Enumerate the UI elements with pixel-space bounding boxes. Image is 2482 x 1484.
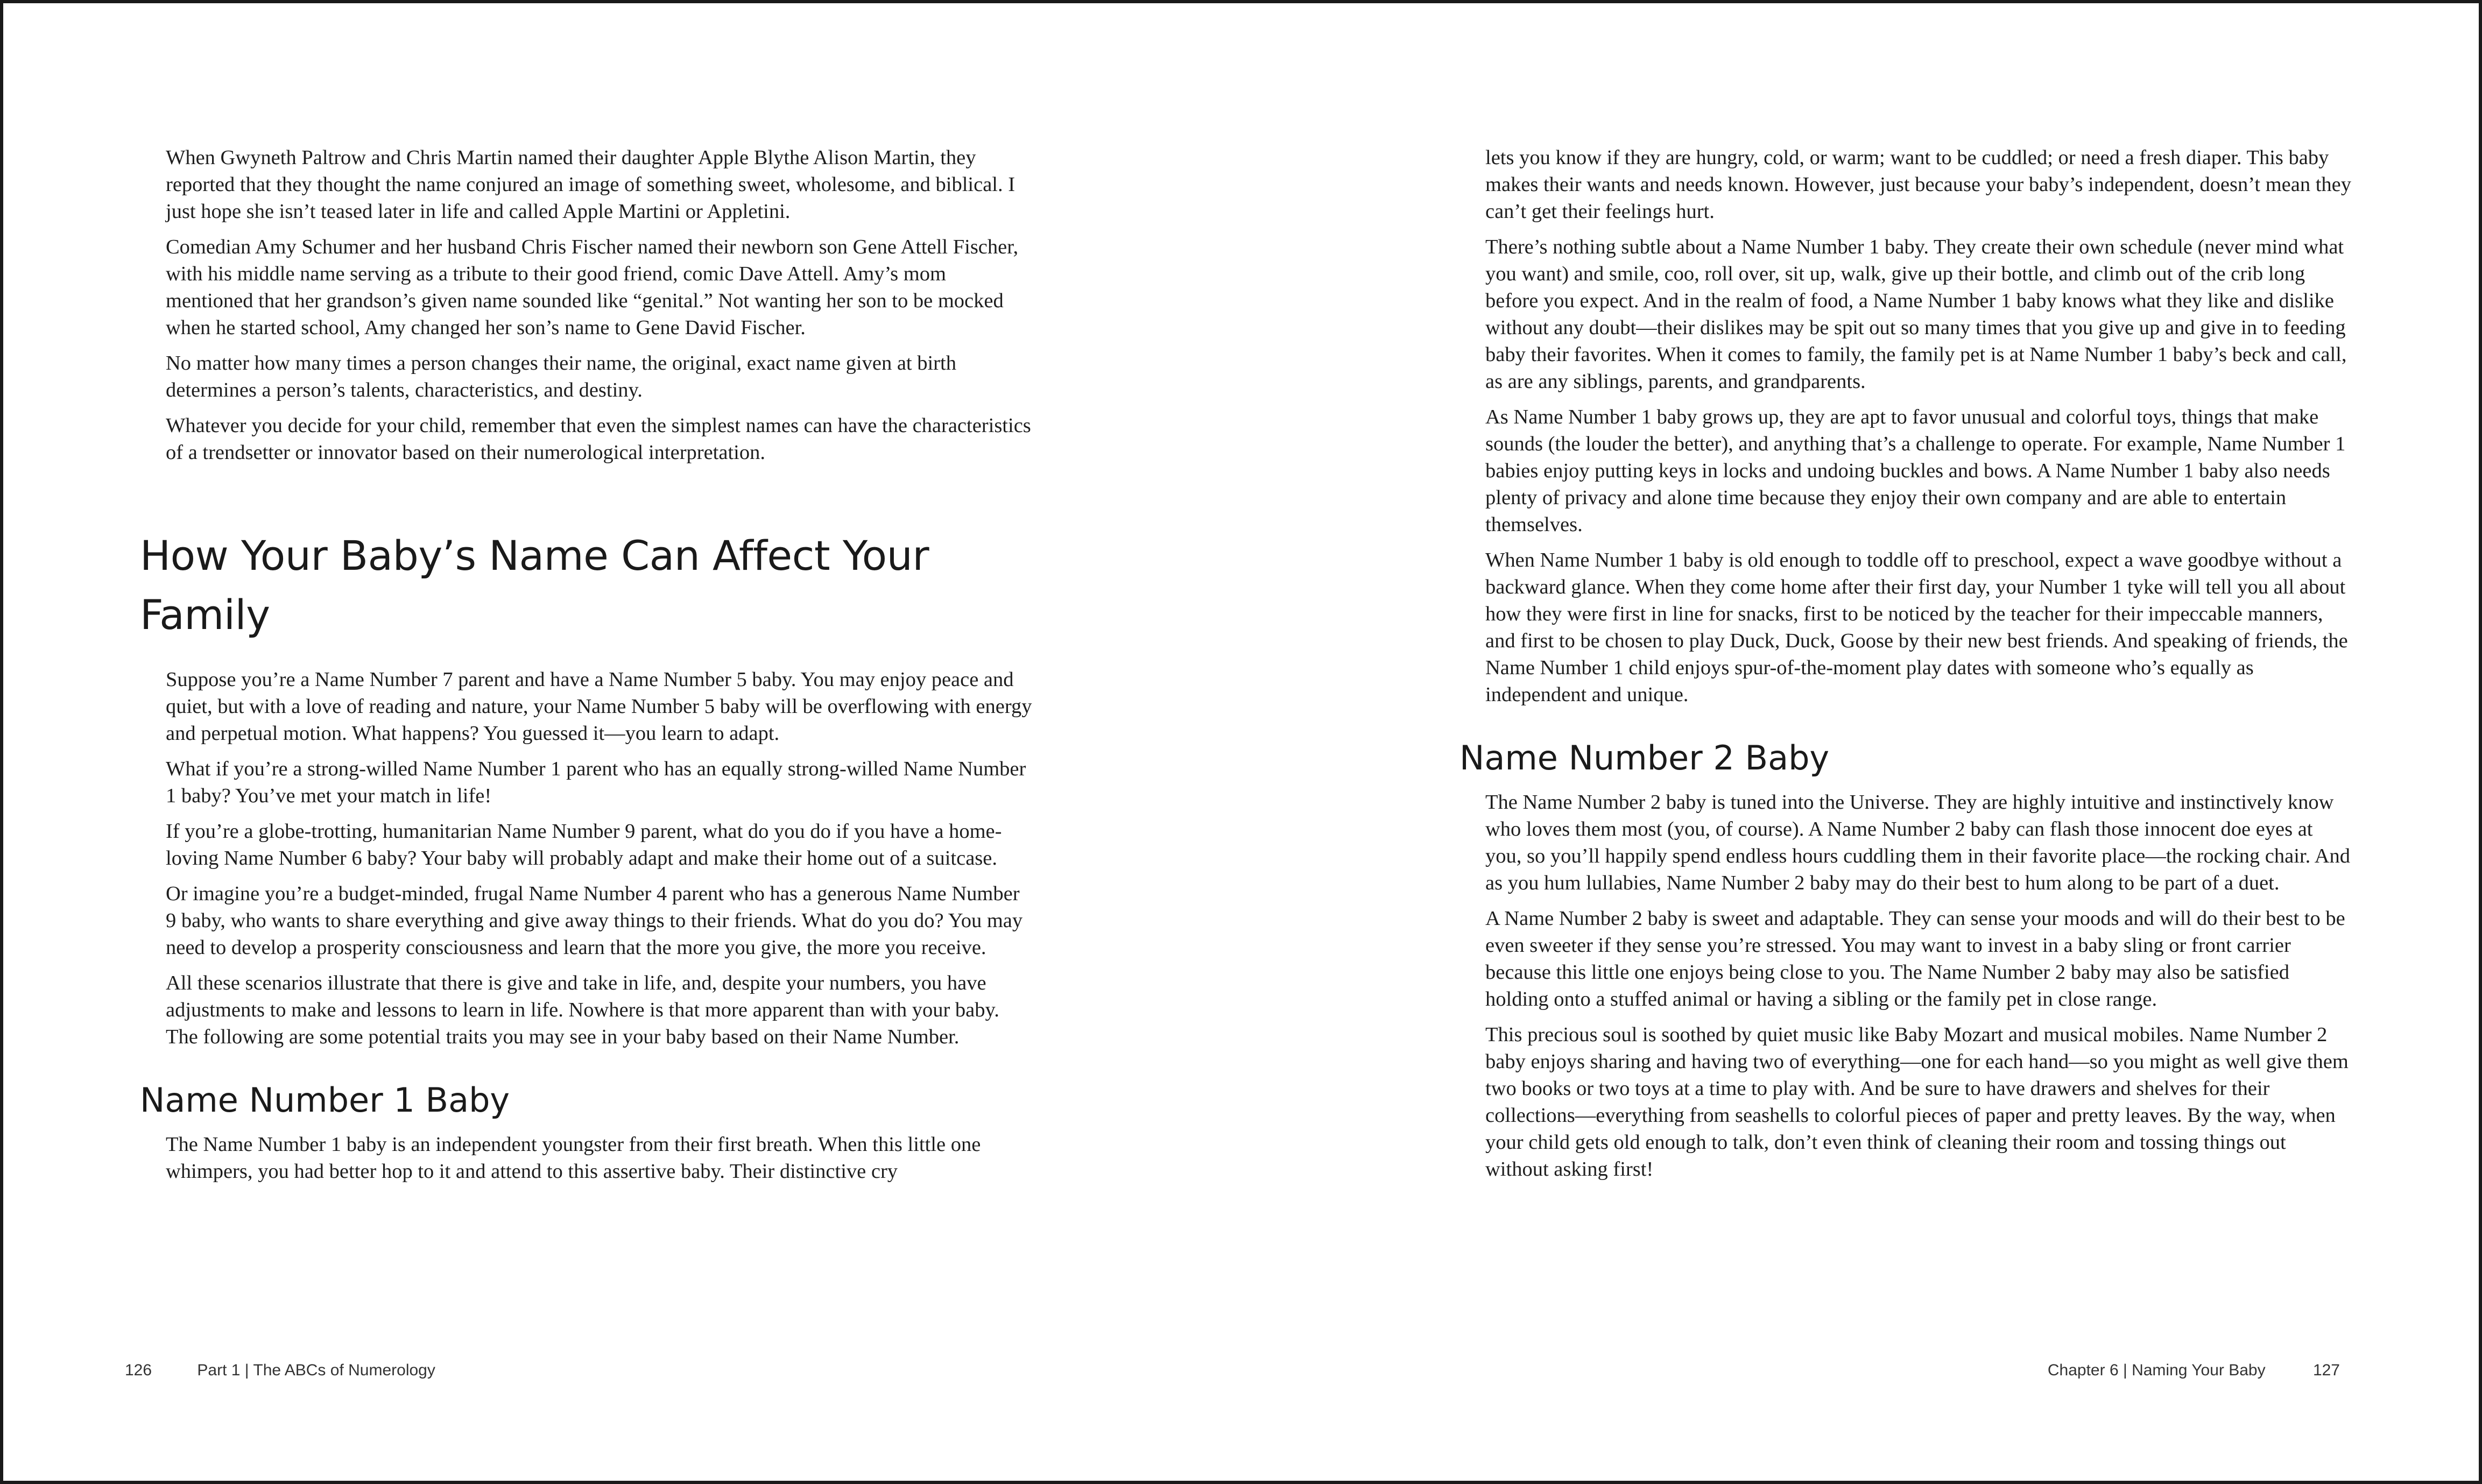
paragraph: A Name Number 2 baby is sweet and adaptable. They can sense your moods and will do their best to be even sweeter if they sense you’re stressed. You may want to invest in a baby sling or front carrier because this little one enjoys being close to you. The Name Number 2 baby may also be satisfied holding onto a stuffed animal or having a sibling or the family pet in close range. xyxy=(1485,907,2345,1010)
paragraph: Comedian Amy Schumer and her husband Chris Fischer named their newborn son Gene Attell Fischer, with his middle name serving as a tribute to their good friend, comic Dave Attell. Amy’s mom mentioned that her grandson’s given name sounded like “genital.” Not wanting her son to be mocked when he started school, Amy changed her son’s name to Gene David Fischer. xyxy=(166,236,1019,339)
paragraph: As Name Number 1 baby grows up, they are apt to favor unusual and colorful toys, things that make sounds (the louder the better), and anything that’s a challenge to operate. For example, Name Number 1 babies enjoy putting keys in locks and undoing buckles and bows. A Name Number 1 baby also needs plenty of privacy and alone time because they enjoy their own company and are able to entertain themselves. xyxy=(1485,406,2346,536)
paragraph: When Gwyneth Paltrow and Chris Martin named their daughter Apple Blythe Alison Martin, they reported that they thought the name conjured an image of something sweet, wholesome, and biblical. I just hope she isn’t teased later in life and called Apple Martini or Appletini. xyxy=(166,146,1016,223)
subheading: Name Number 1 Baby xyxy=(140,1080,510,1120)
paragraph: Whatever you decide for your child, remember that even the simplest names can have the characteristics of a trendsetter or innovator based on their numerological interpretation. xyxy=(166,414,1031,464)
page-number: 126 xyxy=(125,1361,152,1379)
subheading: Name Number 2 Baby xyxy=(1459,738,1830,778)
paragraph: If you’re a globe-trotting, humanitarian Name Number 9 parent, what do you do if you have a home-loving Name Number 6 baby? Your baby will probably adapt and make their home out of a suitcase. xyxy=(166,820,1002,870)
paragraph: No matter how many times a person changes their name, the original, exact name given at birth determines a person’s talents, characteristics, and destiny. xyxy=(166,352,956,401)
paragraph: All these scenarios illustrate that there is give and take in life, and, despite your numbers, you have adjustments to make and lessons to learn in life. Nowhere is that more apparent than with your baby. The following are some potential traits you may see in your baby based on their Name Number. xyxy=(166,972,999,1048)
paragraph: The Name Number 1 baby is an independent youngster from their first breath. When this little one whimpers, you had better hop to it and attend to this assertive baby. Their distinctive cry xyxy=(166,1133,981,1183)
right-page xyxy=(1241,3,2479,1481)
paragraph: This precious soul is soothed by quiet music like Baby Mozart and musical mobiles. Name Number 2 baby enjoys sharing and having two of everything—one for each hand—so you might as well give them two books or two toys at a time to play with. And be sure to have drawers and shelves for their collections—everything from seashells to colorful pieces of paper and pretty leaves. By the way, when your child gets old enough to talk, don’t even think of cleaning their room and tossing things out without asking first! xyxy=(1485,1023,2349,1181)
right-footer xyxy=(2048,1361,2340,1380)
running-head: Chapter 6 | Naming Your Baby xyxy=(2047,1361,2266,1379)
section-heading: How Your Baby’s Name Can Affect Your Family xyxy=(140,532,929,639)
paragraph: There’s nothing subtle about a Name Number 1 baby. They create their own schedule (never mind what you want) and smile, coo, roll over, sit up, walk, give up their bottle, and climb out of the crib long before you expect. And in the realm of food, a Name Number 1 baby knows what they like and dislike without any doubt—their dislikes may be spit out so many times that you give up and give in to feeding baby their favorites. When it comes to family, the family pet is at Name Number 1 baby’s beck and call, as are any siblings, parents, and grandparents. xyxy=(1485,236,2347,393)
left-text-column xyxy=(140,144,1033,1193)
paragraph: Suppose you’re a Name Number 7 parent and have a Name Number 5 baby. You may enjoy peace and quiet, but with a love of reading and nature, your Name Number 5 baby will be overflowing with energy and perpetual motion. What happens? You guessed it—you learn to adapt. xyxy=(166,668,1032,745)
running-head: Part 1 | The ABCs of Numerology xyxy=(197,1361,435,1379)
left-footer xyxy=(125,1361,435,1380)
paragraph: The Name Number 2 baby is tuned into the Universe. They are highly intuitive and instinctively know who loves them most (you, of course). A Name Number 2 baby can flash those innocent doe eyes at you, so you’ll happily spend endless hours cuddling them in their favorite place—the rocking chair. And as you hum lullabies, Name Number 2 baby may do their best to hum along to be part of a duet. xyxy=(1485,791,2351,894)
page-number: 127 xyxy=(2312,1361,2340,1379)
paragraph: What if you’re a strong-willed Name Number 1 parent who has an equally strong-willed Name Number 1 baby? You’ve met your match in life! xyxy=(166,758,1026,807)
paragraph: When Name Number 1 baby is old enough to toddle off to preschool, expect a wave goodbye without a backward glance. When they come home after their first day, your Number 1 tyke will tell you all about how they were first in line for snacks, first to be noticed by the teacher for their impeccable manners, and first to be chosen to play Duck, Duck, Goose by their new best friends. And speaking of friends, the Name Number 1 child enjoys spur-of-the-moment play dates with someone who’s equally as independent and unique. xyxy=(1485,549,2348,706)
right-text-column xyxy=(1459,144,2353,1191)
paragraph: lets you know if they are hungry, cold, or warm; want to be cuddled; or need a fresh diaper. This baby makes their wants and needs known. However, just because your baby’s independent, doesn’t mean they can’t get their feelings hurt. xyxy=(1485,146,2351,223)
left-page xyxy=(3,3,1241,1481)
paragraph: Or imagine you’re a budget-minded, frugal Name Number 4 parent who has a generous Name Number 9 baby, who wants to share everything and give away things to their friends. What do you do? You may need to develop a prosperity consciousness and learn that the more you give, the more you receive. xyxy=(166,882,1023,959)
